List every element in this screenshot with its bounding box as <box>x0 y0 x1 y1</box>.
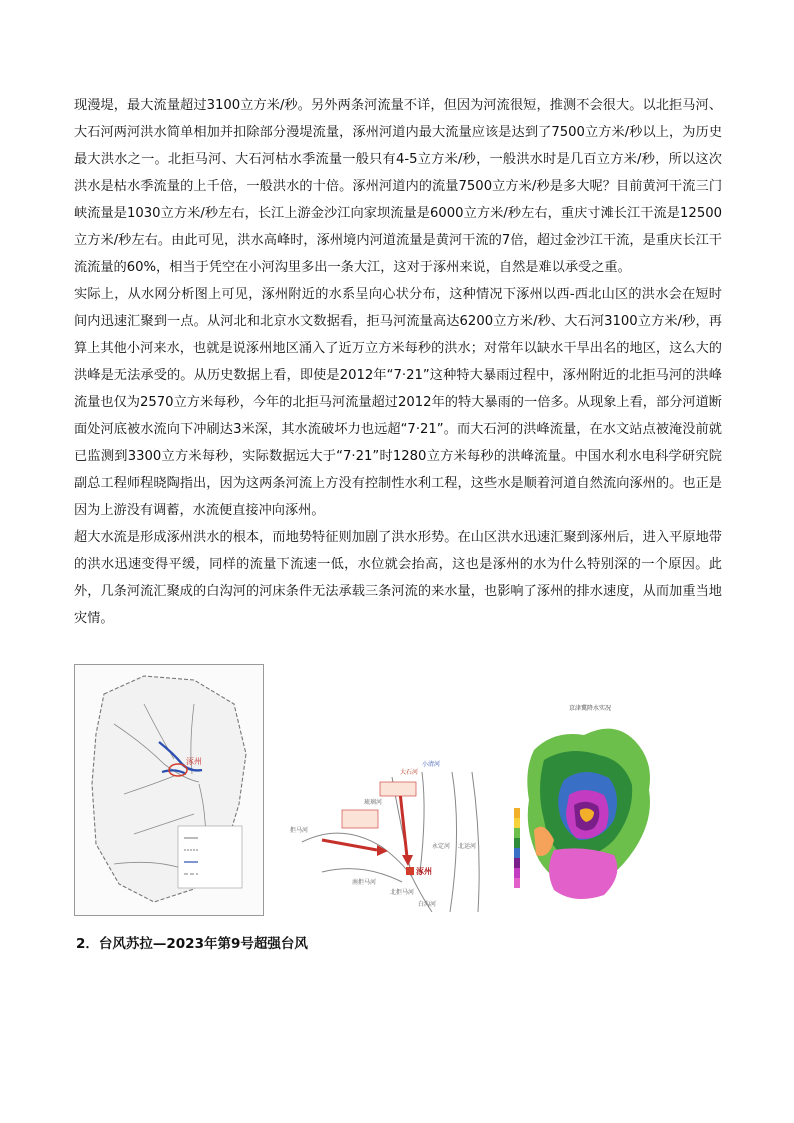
river-convergence-diagram <box>282 752 487 916</box>
diagram-label-liulihe: 琉璃河 <box>364 799 383 806</box>
diagram-label-juma: 拒马河 <box>290 827 309 834</box>
diagram-label-beiyun: 北运河 <box>458 843 477 850</box>
precip-map-title: 京津冀降水实况 <box>569 705 612 712</box>
diagram-label-yongding: 永定河 <box>432 843 451 850</box>
precipitation-legend <box>514 808 524 888</box>
diagram-label-dashihe: 大石河 <box>400 769 419 776</box>
paragraph-2: 实际上，从水网分析图上可见，涿州附近的水系呈向心状分布，这种情况下涿州以西-西北山区的洪水会在短时间内迅速汇聚到一点。从河北和北京水文数据看，拒马河流量高达6200立方米/秒、大石河3100立方米/秒，再算上其他小河来水，也就是说涿州地区涌入了近万立方米每秒的洪水；对常年以缺水干旱出名的地区，这么大的洪峰是无法承受的。从历史数据上看，即使是2012年“7·21”这种特大暴雨过程中，涿州附近的北拒马河的洪峰流量也仅为2570立方米每秒，今年的北拒马河流量超过2012年的特大暴雨的一倍多。从现象上看，部分河道断面处河底被水流向下冲刷达3米深，其水流破坏力也远超“7·21”。而大石河的洪峰流量，在水文站点被淹没前就已监测到3300立方米每秒，实际数据远大于“7·21”时1280立方米每秒的洪峰流量。中国水利水电科学研究院副总工程师程晓陶指出，因为这两条河流上方没有控制性水利工程，这些水是顺着河道自然流向涿州的。也正是因为上游没有调蓄，水流便直接冲向涿州。 <box>74 287 722 518</box>
diagram-label-xiaoqinghe: 小清河 <box>422 761 441 768</box>
paragraph-1: 现漫堤，最大流量超过3100立方米/秒。另外两条河流量不详，但因为河流很短，推测不会很大。以北拒马河、大石河两河洪水简单相加并扣除部分漫堤流量，涿州河道内最大流量应该是达到了7500立方米/秒以上，为历史最大洪水之一。北拒马河、大石河枯水季流量一般只有4-5立方米/秒，一般洪水时是几百立方米/秒，所以这次洪水是枯水季流量的上千倍，一般洪水的十倍。涿州河道内的流量7500立方米/秒是多大呢？目前黄河干流三门峡流量是1030立方米/秒左右，长江上游金沙江向家坝流量是6000立方米/秒左右，重庆寸滩长江干流是12500立方米/秒左右。由此可见，洪水高峰时，涿州境内河道流量是黄河干流的7倍，超过金沙江干流，是重庆长江干流流量的60%，相当于凭空在小河沟里多出一条大江，这对于涿州来说，自然是难以承受之重。 <box>74 98 722 275</box>
precipitation-map <box>514 700 674 912</box>
river-network-map <box>74 664 264 916</box>
map-city-label: 涿州 <box>186 757 202 766</box>
diagram-label-beijuma: 北拒马河 <box>390 889 415 896</box>
figure-row <box>74 664 722 918</box>
paragraph-3: 超大水流是形成涿州洪水的根本，而地势特征则加剧了洪水形势。在山区洪水迅速汇聚到涿州后，进入平原地带的洪水迅速变得平缓，同样的流量下流速一低，水位就会抬高，这也是涿州的水为什么特别深的一个原因。此外，几条河流汇聚成的白沟河的河床条件无法承载三条河流的来水量，也影响了涿州的排水速度，从而加重当地灾情。 <box>74 530 722 626</box>
diagram-label-baigou: 白沟河 <box>418 901 437 908</box>
diagram-city-label: 涿州 <box>416 867 432 876</box>
body-text <box>74 92 722 632</box>
section-heading: 2．台风苏拉—2023年第9号超强台风 <box>76 936 308 952</box>
diagram-label-nanjuma: 南拒马河 <box>352 879 377 886</box>
